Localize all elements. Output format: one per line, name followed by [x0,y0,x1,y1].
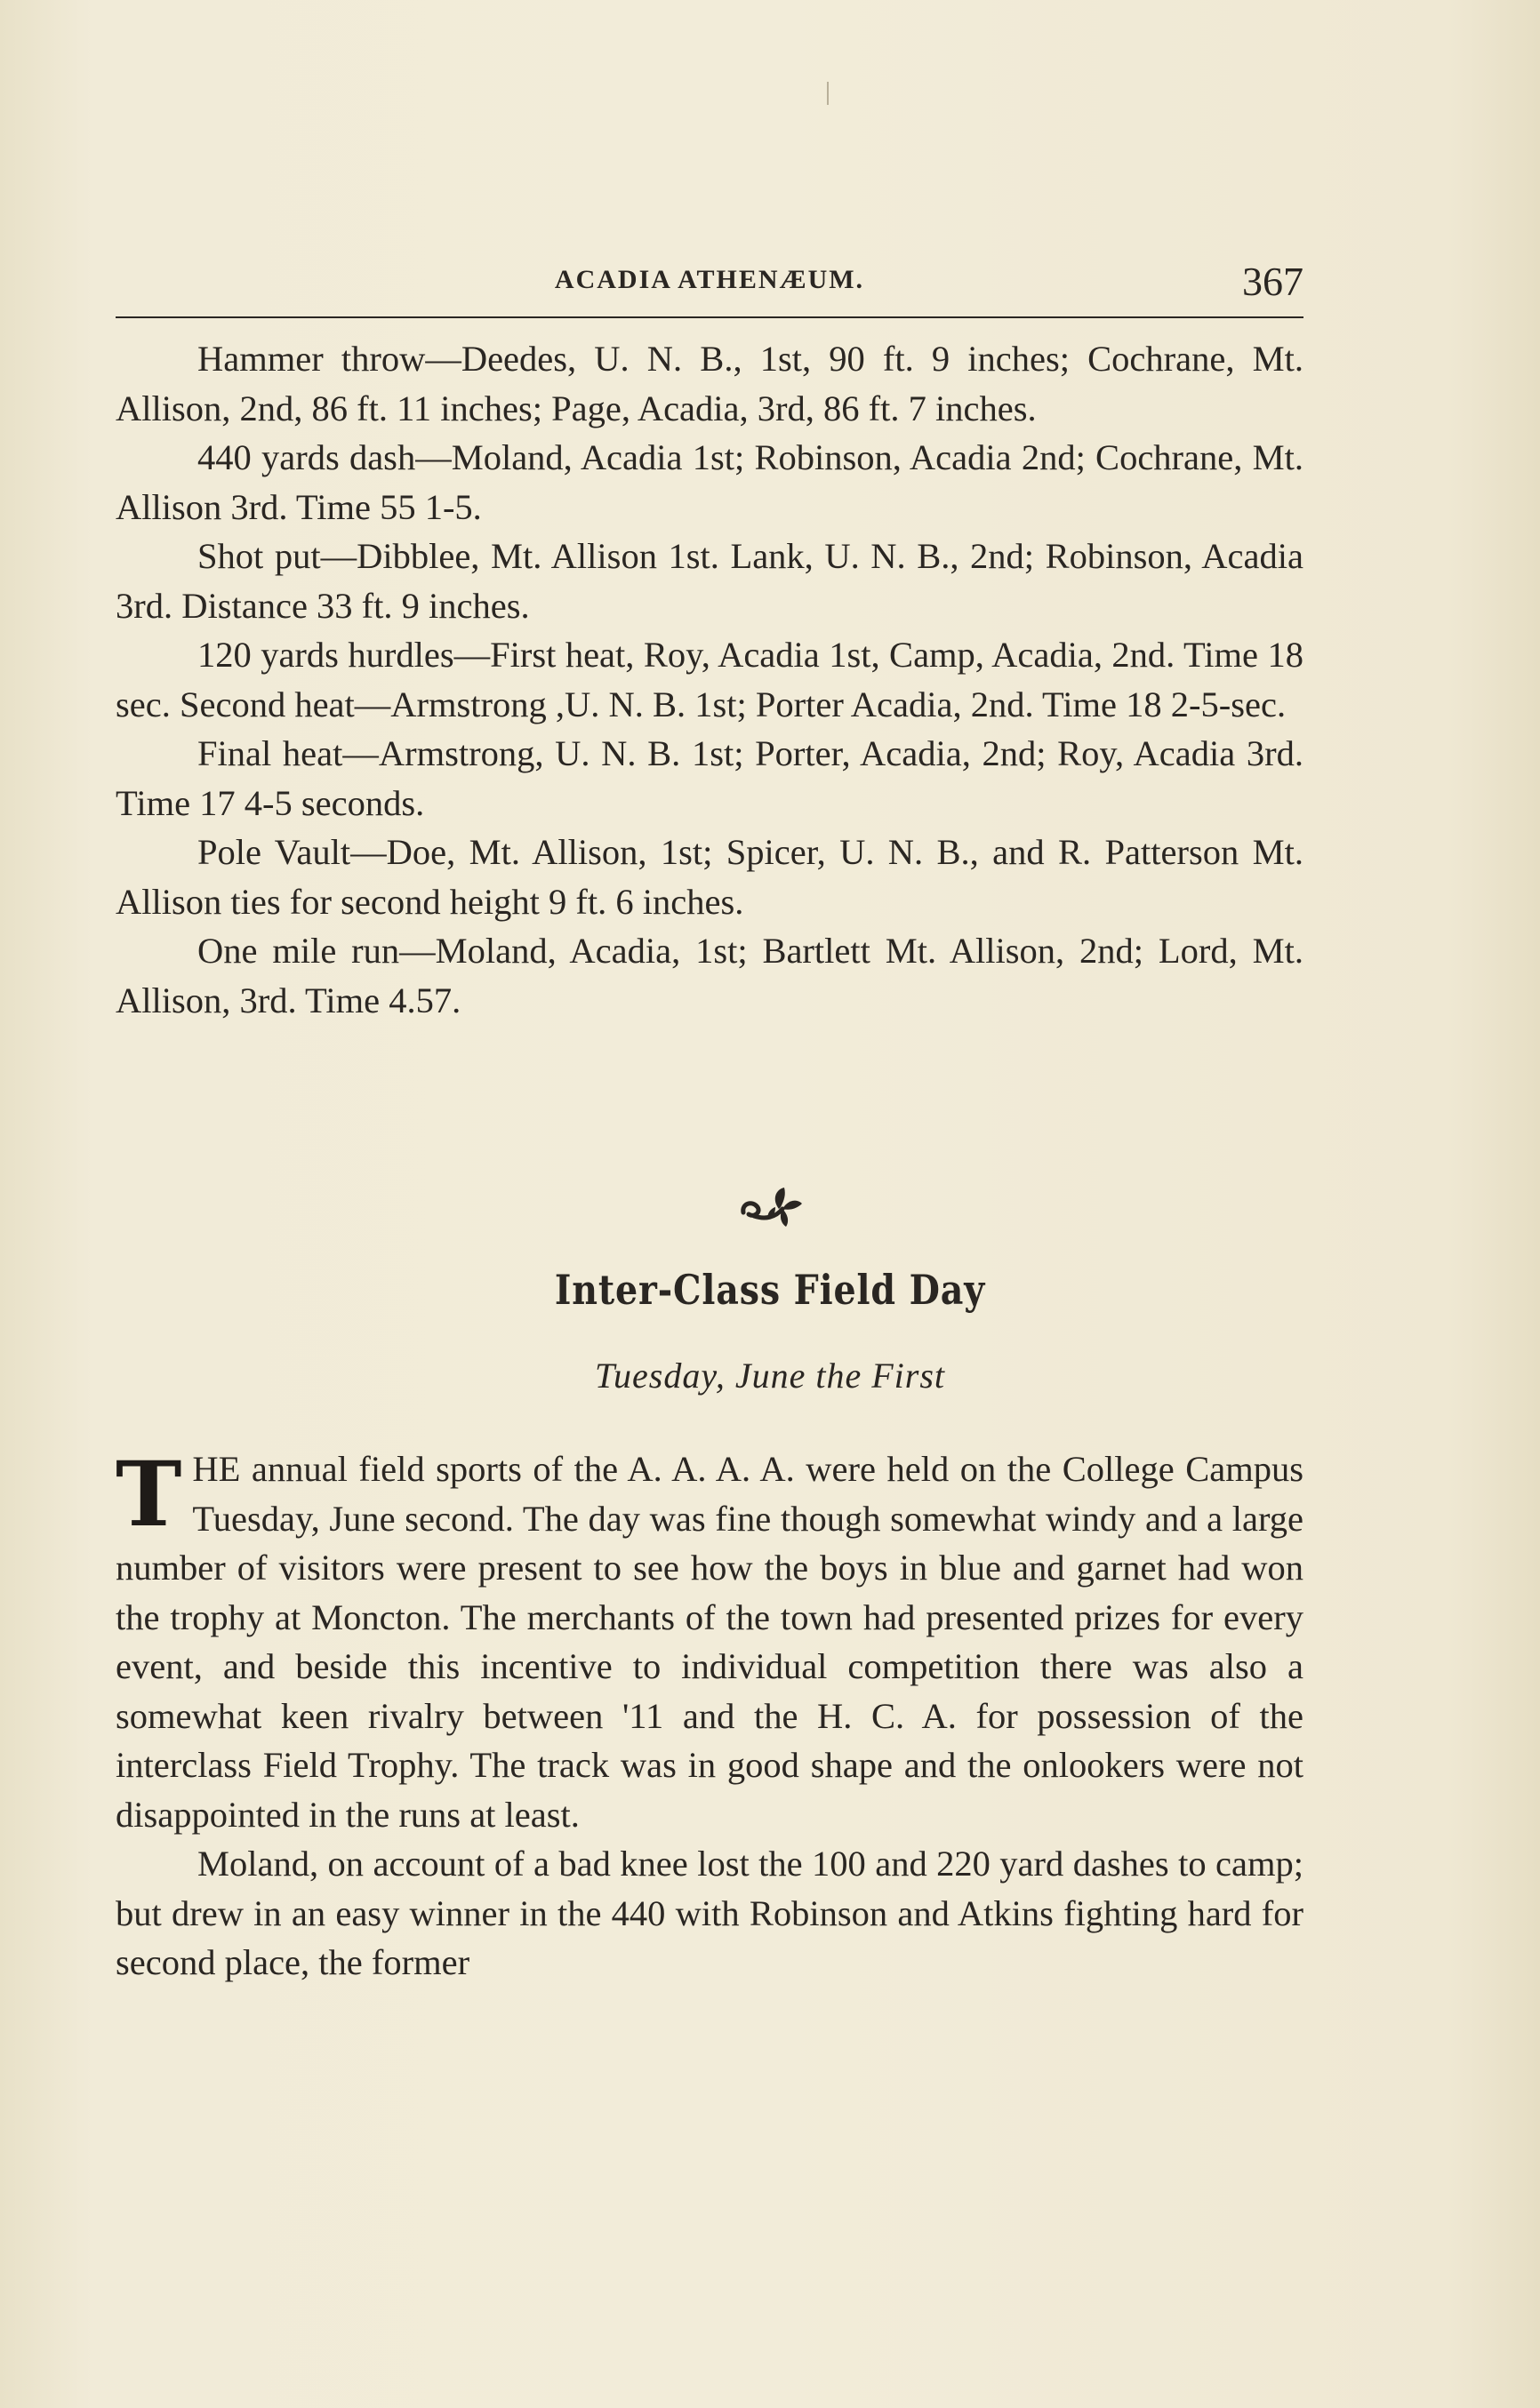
print-mark [827,82,829,105]
page-number: 367 [1242,259,1303,304]
drop-cap: T [116,1442,182,1547]
result-hurdles-heats: 120 yards hurdles—First heat, Roy, Acadia 1st, Camp, Acadia, 2nd. Time 18 sec. Second heat—Armstrong ,U. N. B. 1st; Porter Acadia, 2nd. Time 18 2-5-sec. [116,635,1303,724]
header-rule [116,316,1303,318]
section-subtitle: Tuesday, June the First [594,1356,946,1396]
result-pole-vault: Pole Vault—Doe, Mt. Allison, 1st; Spicer, U. N. B., and R. Patterson Mt. Allison ties for second height 9 ft. 6 inches. [116,832,1303,922]
section-title: Inter-Class Field Day [554,1266,986,1314]
running-head [116,258,1303,304]
result-hammer-throw: Hammer throw—Deedes, U. N. B., 1st, 90 ft. 9 inches; Cochrane, Mt. Allison, 2nd, 86 ft. 11 inches; Page, Acadia, 3rd, 86 ft. 7 inches. [116,339,1303,428]
result-hurdles-final: Final heat—Armstrong, U. N. B. 1st; Porter, Acadia, 2nd; Roy, Acadia 3rd. Time 17 4-5 seconds. [116,733,1303,823]
article-body [116,1444,1303,1988]
results-list [116,334,1303,1025]
result-mile-run: One mile run—Moland, Acadia, 1st; Bartlett Mt. Allison, 2nd; Lord, Mt. Allison, 3rd. Time 4.57. [116,931,1303,1020]
article-paragraph [116,1444,1303,1839]
journal-title: ACADIA ATHENÆUM. [554,265,865,294]
result-shot-put: Shot put—Dibblee, Mt. Allison 1st. Lank, U. N. B., 2nd; Robinson, Acadia 3rd. Distance 33 ft. 9 inches. [116,536,1303,626]
fleuron-icon [0,1173,1540,1234]
result-440-yards: 440 yards dash—Moland, Acadia 1st; Robinson, Acadia 2nd; Cochrane, Mt. Allison 3rd. Time 55 1-5. [116,437,1303,527]
article-paragraph: Moland, on account of a bad knee lost the 100 and 220 yard dashes to camp; but drew in an easy winner in the 440 with Robinson and Atkins fighting hard for second place, the former [116,1844,1303,1982]
paragraph-text: HE annual field sports of the A. A. A. A. were held on the College Campus Tuesday, June second. The day was fine though somewhat windy and a large number of visitors were present to see how the boys in blue and garnet had won the trophy at Moncton. The merchants of the town had presented prizes for every event, and beside this incentive to individual competition there was also a somewhat keen rivalry between '11 and the H. C. A. for possession of the interclass Field Trophy. The track was in good shape and the onlookers were not disappointed in the runs at least. [116,1449,1303,1835]
